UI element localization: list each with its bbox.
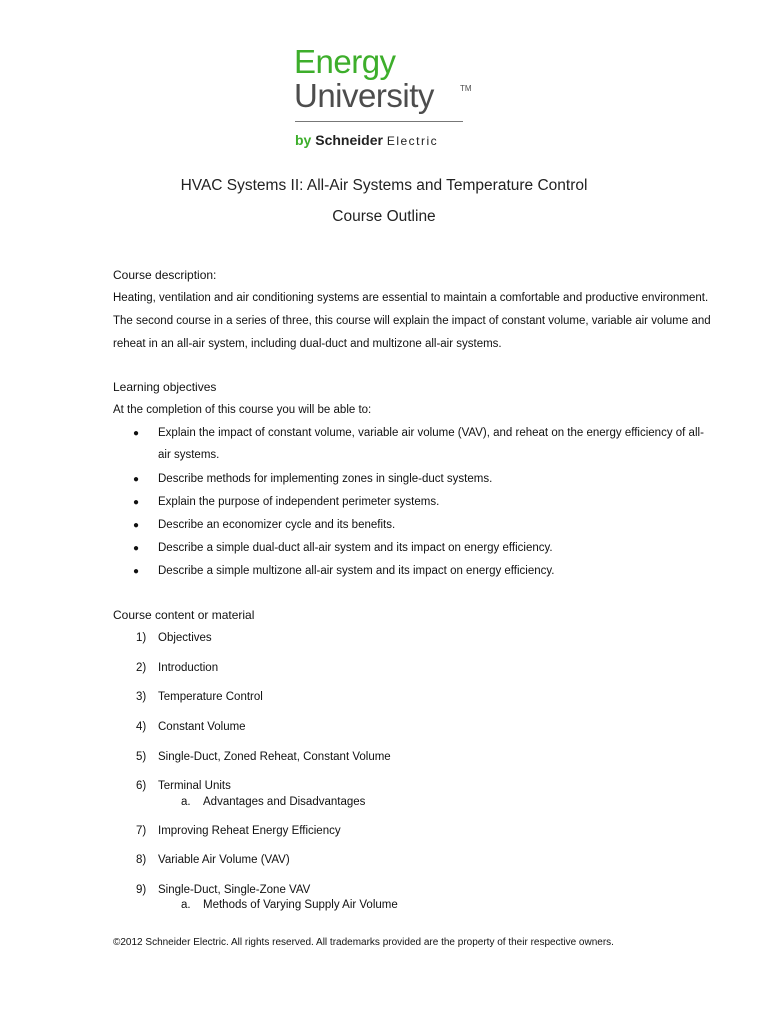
content-item-number: 4) bbox=[136, 721, 147, 733]
logo-by: by bbox=[295, 132, 312, 148]
logo-line-energy: Energy bbox=[294, 43, 396, 80]
objective-item-continued: air systems. bbox=[158, 449, 220, 461]
logo-trademark: TM bbox=[460, 84, 472, 93]
logo-divider bbox=[295, 121, 463, 122]
content-item-number: 8) bbox=[136, 854, 147, 866]
description-line: reheat in an all-air system, including dual-duct and multizone all-air systems. bbox=[113, 338, 502, 350]
objective-item: Describe a simple dual-duct all-air system and its impact on energy efficiency. bbox=[158, 542, 553, 554]
logo-line-university: University bbox=[294, 77, 434, 114]
document-title: HVAC Systems II: All-Air Systems and Temperature Control bbox=[180, 177, 588, 194]
bullet-icon: ● bbox=[133, 566, 140, 577]
content-item-number: 7) bbox=[136, 825, 147, 837]
content-item: Variable Air Volume (VAV) bbox=[158, 854, 290, 866]
content-heading: Course content or material bbox=[113, 608, 255, 622]
bullet-icon: ● bbox=[133, 520, 140, 531]
content-item: Single-Duct, Zoned Reheat, Constant Volume bbox=[158, 751, 391, 763]
bullet-icon: ● bbox=[133, 428, 140, 439]
content-subitem: Advantages and Disadvantages bbox=[203, 796, 366, 808]
description-line: Heating, ventilation and air conditioning systems are essential to maintain a comfortable and productive environment. bbox=[113, 292, 709, 304]
bullet-icon: ● bbox=[133, 474, 140, 485]
content-item-number: 3) bbox=[136, 691, 147, 703]
content-item-number: 6) bbox=[136, 780, 147, 792]
content-item: Terminal Units bbox=[158, 780, 231, 792]
content-item-number: 1) bbox=[136, 632, 147, 644]
objective-item: Describe a simple multizone all-air system and its impact on energy efficiency. bbox=[158, 565, 555, 577]
logo-byline bbox=[295, 132, 438, 149]
energy-university-logo bbox=[294, 44, 484, 154]
content-item: Temperature Control bbox=[158, 691, 263, 703]
objectives-heading: Learning objectives bbox=[113, 380, 217, 394]
logo-brand: Schneider bbox=[315, 132, 383, 148]
objective-item: Explain the impact of constant volume, variable air volume (VAV), and reheat on the energy efficiency of all- bbox=[158, 427, 704, 439]
description-line: The second course in a series of three, this course will explain the impact of constant volume, variable air volume and bbox=[113, 315, 711, 327]
document-subtitle: Course Outline bbox=[332, 208, 436, 225]
objectives-intro: At the completion of this course you will be able to: bbox=[113, 404, 372, 416]
copyright-footer: ©2012 Schneider Electric. All rights reserved. All trademarks provided are the property of their respective owners. bbox=[113, 937, 614, 948]
objective-item: Explain the purpose of independent perimeter systems. bbox=[158, 496, 440, 508]
bullet-icon: ● bbox=[133, 497, 140, 508]
description-heading: Course description: bbox=[113, 268, 217, 282]
content-subitem: Methods of Varying Supply Air Volume bbox=[203, 899, 398, 911]
content-item: Constant Volume bbox=[158, 721, 246, 733]
content-subitem-letter: a. bbox=[181, 796, 191, 808]
content-subitem-letter: a. bbox=[181, 899, 191, 911]
content-item: Single-Duct, Single-Zone VAV bbox=[158, 884, 311, 896]
bullet-icon: ● bbox=[133, 543, 140, 554]
objective-item: Describe methods for implementing zones in single-duct systems. bbox=[158, 473, 493, 485]
content-item-number: 9) bbox=[136, 884, 147, 896]
content-item-number: 2) bbox=[136, 662, 147, 674]
objective-item: Describe an economizer cycle and its benefits. bbox=[158, 519, 396, 531]
content-item: Improving Reheat Energy Efficiency bbox=[158, 825, 341, 837]
content-item-number: 5) bbox=[136, 751, 147, 763]
logo-brand-suffix: Electric bbox=[386, 134, 439, 148]
content-item: Introduction bbox=[158, 662, 219, 674]
content-item: Objectives bbox=[158, 632, 212, 644]
